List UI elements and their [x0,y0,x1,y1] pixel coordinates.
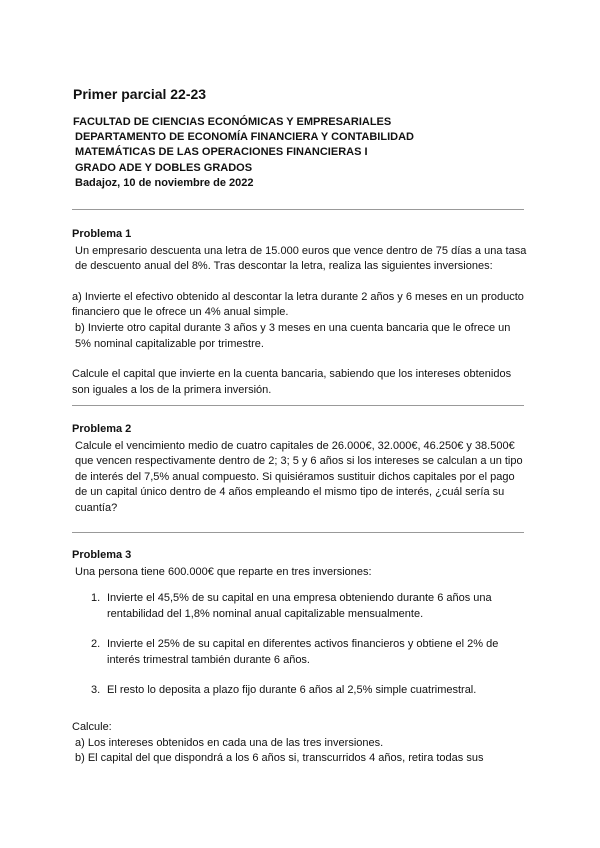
problem-2-title: Problema 2 [72,423,132,435]
problem-2-text: Calcule el vencimiento medio de cuatro capitales de 26.000€, 32.000€, 46.250€ y 38.500€ que vencen respectivamente dentro de 2; 3; 5 y 6 años si los intereses se calculan a un tipo de interés del 7,5% anual compuesto. Si quisiéramos sustituir dichos capitales por el pago de un capital único dentro de 4 años empleando el mismo tipo de interés, ¿cuál sería su cuantía? [75,439,523,514]
degree-line: GRADO ADE Y DOBLES GRADOS [75,161,253,174]
list-item-number: 1. [91,592,101,605]
problem-3 [72,548,528,767]
list-item-number: 2. [91,638,101,651]
list-item-text: El resto lo deposita a plazo fijo durante 6 años al 2,5% simple cuatrimestral. [107,684,477,697]
page-title: Primer parcial 22-23 [73,86,207,102]
subject-line: MATEMÁTICAS DE LAS OPERACIONES FINANCIERAS I [75,146,368,159]
faculty-line: FACULTAD DE CIENCIAS ECONÓMICAS Y EMPRESARIALES [73,116,392,128]
problem-3-question-a: a) Los intereses obtenidos en cada una de las tres inversiones. [75,736,384,749]
problem-1-intro: Un empresario descuenta una letra de 15.000 euros que vence dentro de 75 días a una tasa de descuento anual del 8%. Tras descontar la letra, realiza las siguientes inversiones: [75,244,527,273]
problem-3-question-b: b) El capital del que dispondrá a los 6 años si, transcurridos 4 años, retira todas sus [75,752,484,765]
problem-1-title: Problema 1 [72,228,132,240]
list-item-text: Invierte el 45,5% de su capital en una empresa obteniendo durante 6 años una rentabilidad del 1,8% nominal anual capitalizable mensualmente. [107,592,492,621]
investment-list [72,590,528,698]
list-item-text: Invierte el 25% de su capital en diferentes activos financieros y obtiene el 2% de interés trimestral también durante 6 años. [107,638,499,667]
problem-3-intro: Una persona tiene 600.000€ que reparte en tres inversiones: [75,565,372,578]
list-item [72,590,528,622]
problem-1-part-b: b) Invierte otro capital durante 3 años y 3 meses en una cuenta bancaria que le ofrece un 5% nominal capitalizable por trimestre. [75,321,511,350]
divider-1 [72,209,524,210]
divider-3 [72,532,524,533]
divider-2 [72,405,524,406]
list-item [72,636,528,668]
problem-1-question: Calcule el capital que invierte en la cuenta bancaria, sabiendo que los intereses obtenidos son iguales a los de la primera inversión. [72,368,512,396]
place-date-line: Badajoz, 10 de noviembre de 2022 [75,176,254,189]
problem-1 [72,227,528,398]
list-item [72,682,528,698]
problem-3-calc-label: Calcule: [72,721,112,734]
problem-1-part-a: a) Invierte el efectivo obtenido al descontar la letra durante 2 años y 6 meses en un producto financiero que le ofrece un 4% anual simple. [72,290,524,319]
problem-3-title: Problema 3 [72,549,132,561]
problem-2 [72,422,528,517]
exam-header [73,115,414,191]
list-item-number: 3. [91,684,101,697]
department-line: DEPARTAMENTO DE ECONOMÍA FINANCIERA Y CONTABILIDAD [75,131,414,144]
